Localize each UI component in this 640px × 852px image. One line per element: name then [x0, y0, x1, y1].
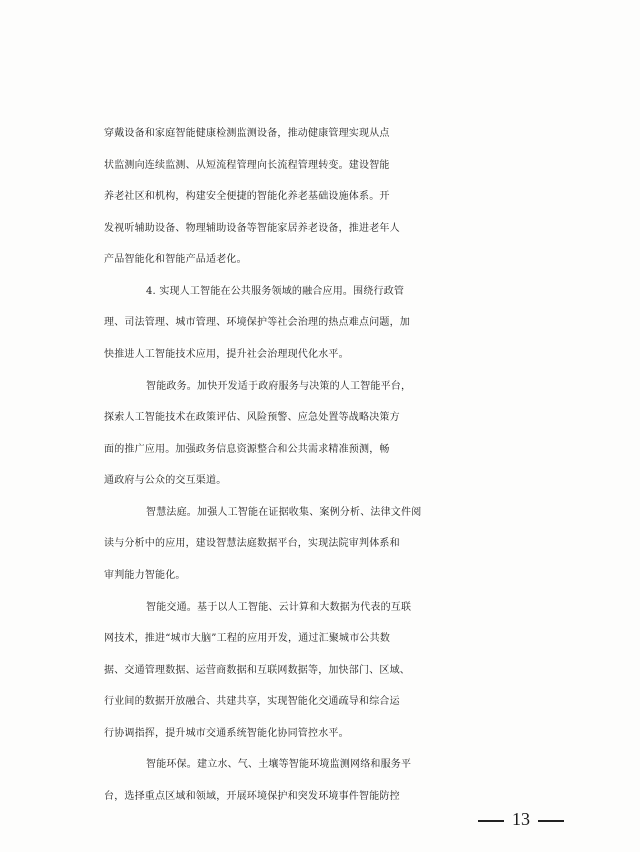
text-line: 理、司法管理、城市管理、环境保护等社会治理的热点难点问题，加 — [104, 317, 410, 328]
text-line: 状监测向连续监测、从短流程管理向长流程管理转变。建设智能 — [104, 160, 390, 171]
text-line: 审判能力智能化。 — [104, 570, 186, 581]
text-line: 行协调指挥，提升城市交通系统智能化协同管控水平。 — [104, 728, 349, 739]
section-heading-line: 4. 实现人工智能在公共服务领域的融合应用。围绕行政管 — [146, 286, 405, 297]
paragraph-start-line: 智能政务。加快开发适于政府服务与决策的人工智能平台， — [146, 381, 412, 392]
paragraph-start-line: 智能交通。基于以人工智能、云计算和大数据为代表的互联 — [146, 602, 412, 613]
paragraph-start-line: 智慧法庭。加强人工智能在证据收集、案例分析、法律文件阅 — [146, 507, 422, 518]
text-line: 网技术，推进“城市大脑”工程的应用开发，通过汇聚城市公共数 — [104, 633, 391, 644]
dash-right — [538, 820, 564, 822]
text-line: 穿戴设备和家庭智能健康检测监测设备，推动健康管理实现从点 — [104, 128, 390, 139]
text-line: 发视听辅助设备、物理辅助设备等智能家居养老设备，推进老年人 — [104, 223, 400, 234]
text-line: 通政府与公众的交互渠道。 — [104, 475, 227, 486]
text-line: 快推进人工智能技术应用，提升社会治理现代化水平。 — [104, 349, 349, 360]
page-number-footer — [470, 804, 590, 834]
text-line: 面的推广应用。加强政务信息资源整合和公共需求精准预测，畅 — [104, 444, 390, 455]
text-line: 读与分析中的应用，建设智慧法庭数据平台，实现法院审判体系和 — [104, 538, 400, 549]
dash-left — [478, 820, 504, 822]
page-number: 13 — [512, 809, 530, 829]
paragraph-start-line: 智能环保。建立水、气、土壤等智能环境监测网络和服务平 — [146, 759, 412, 770]
text-line: 据、交通管理数据、运营商数据和互联网数据等，加快部门、区域、 — [104, 665, 410, 676]
text-line: 产品智能化和智能产品适老化。 — [104, 254, 247, 265]
text-line: 行业间的数据开放融合、共建共享，实现智能化交通疏导和综合运 — [104, 696, 400, 707]
text-line: 探索人工智能技术在政策评估、风险预警、应急处置等战略决策方 — [104, 412, 400, 423]
text-line: 养老社区和机构，构建安全便捷的智能化养老基础设施体系。开 — [104, 191, 390, 202]
text-line: 台，选择重点区域和领域，开展环境保护和突发环境事件智能防控 — [104, 791, 400, 802]
